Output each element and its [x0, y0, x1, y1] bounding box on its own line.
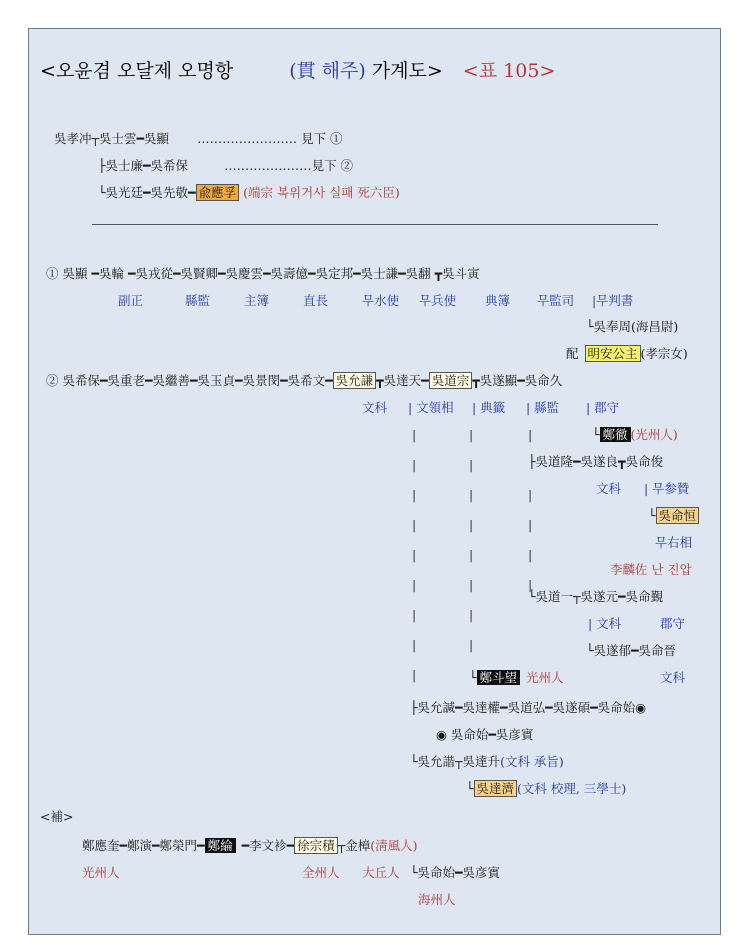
yunjie-line: └吳允諧┬吳達升(文科 承旨)	[410, 754, 564, 769]
doumang-name: 鄭斗望	[477, 670, 521, 685]
daolong-title-1: 文科	[596, 481, 622, 496]
dazhi-line: └ 吳達濟 (文科 校理, 三學士)	[466, 781, 627, 796]
vertical-guides-b: | | | | | | | |	[469, 427, 474, 652]
table-number: <표 105>	[462, 60, 556, 82]
page-title	[40, 59, 555, 83]
fengzhou: └吳奉周(海昌尉)	[586, 319, 679, 334]
box-xuzongji: 徐宗積	[294, 837, 338, 854]
top-line-3: └吳光廷━吳先敬━ 兪應孚 (端宗 복위거사 실패 死六臣)	[98, 185, 400, 200]
princess-line: 配 明安公主 (孝宗女)	[566, 346, 688, 361]
vertical-guides-c: | | | | |	[528, 427, 533, 592]
supplement-label: <補>	[40, 809, 74, 824]
princess-name: 明安公主	[585, 345, 641, 362]
box-yungyeom: 吳允謙	[333, 372, 377, 389]
divider	[92, 224, 658, 225]
supplement-line: 鄭應奎━鄭演━鄭榮門━ 鄭綸 ━李文袗━ 徐宗積 ┬金樟(淸風人)	[82, 838, 418, 853]
daoyi-line: └吳道一┬吳遂元━吳命覲	[528, 589, 664, 604]
origin-3: 大丘人	[362, 865, 400, 880]
yuncheng-line: ├吳允諴━吳達權━吳道弘━吳遂碩━吳命始◉	[410, 700, 647, 715]
origin-2: 全州人	[302, 865, 340, 880]
suiyu-line: └吳遂郁━吳命晉	[586, 643, 677, 658]
highlighted-name: 兪應孚	[196, 184, 240, 201]
box-zhenglun: 鄭綸	[205, 838, 236, 853]
daoyi-title-1: | 文科	[588, 616, 622, 631]
supplement-wu-line: └吳命始━吳彦賓	[410, 865, 501, 880]
dazhi-name: 吳達濟	[474, 780, 518, 797]
top-line-2: ├吳士廉━吳希保 …………………見下 ②	[98, 158, 354, 173]
zheng-line: └ 鄭徹 (光州人)	[592, 427, 678, 442]
origin-1: 光州人	[82, 865, 120, 880]
box-daojong: 吳道宗	[429, 372, 473, 389]
top-line-1: 吳孝冲┬吳士雲━吳顯 …………………… 見下 ①	[54, 131, 343, 146]
mingshi-line: ◉ 吳命始━吳彦賓	[436, 727, 534, 742]
minghang-line: └ 吳命恒	[648, 508, 699, 523]
title-suffix: 가계도>	[371, 60, 443, 82]
suiyu-title: 文科	[660, 670, 686, 685]
zheng-name: 鄭徹	[600, 427, 631, 442]
minghang-name: 吳命恒	[656, 507, 700, 524]
lineage-1-names: ① 吳顯 ━吳輪 ━吳戎從━吳賢卿━吳慶雲━吳壽億━吳定邦━吳士謙━吳翻 ┳吳斗寅	[46, 266, 480, 281]
daolong-title-2: | 무参贊	[644, 481, 690, 496]
daolong-line: ├吳道隆━吳遂良┳吳命俊	[528, 454, 664, 469]
daoyi-title-2: 郡守	[660, 616, 686, 631]
doumang-line: └ 鄭斗望 光州人	[469, 670, 564, 685]
title-main: <오윤겸 오달제 오명항	[40, 60, 234, 82]
origin-4: 海州人	[418, 892, 456, 907]
minghang-title: 무右相	[655, 535, 693, 550]
rebel-note: 李麟佐 난 진압	[610, 562, 692, 577]
title-clan: (貫 해주)	[289, 60, 366, 82]
vertical-guides-a: | | | | | | | | |	[412, 427, 417, 682]
lineage-2-names: ② 吳希保━吳重老━吳繼善━吳玉貞━吳景閔━吳希文━ 吳允謙 ┳吳達天━ 吳道宗 ┳吳遂顯━吳命久	[46, 373, 563, 388]
